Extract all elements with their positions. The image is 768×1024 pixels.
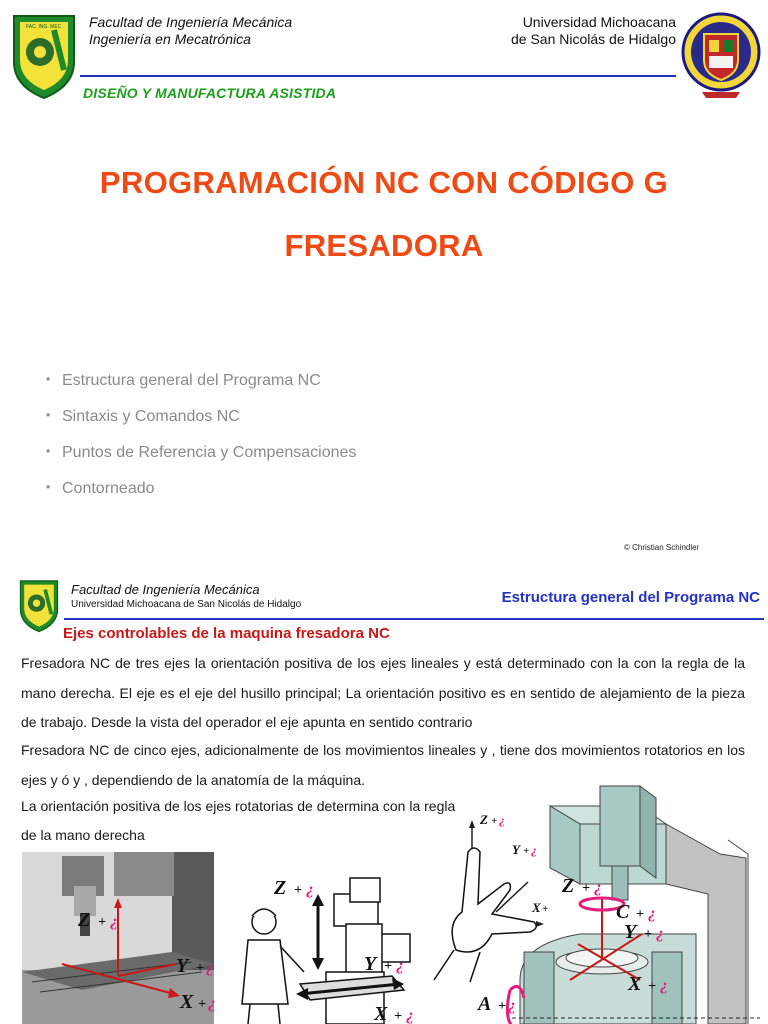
list-item (46, 398, 356, 434)
bullet-icon: • (46, 480, 51, 494)
five-axis-machine-diagram (478, 784, 766, 1024)
axis-marker: ¿ (531, 843, 537, 857)
axis-marker: ¿ (594, 879, 602, 896)
topic-list (46, 362, 356, 506)
axis-marker: ¿ (306, 881, 314, 898)
plus-label: + (394, 1009, 402, 1024)
topic-text: Sintaxis y Comandos NC (62, 408, 240, 425)
axis-marker: ¿ (660, 977, 668, 994)
milling-machine-image (22, 852, 214, 1024)
faculty-name: Facultad de Ingeniería Mecánica (71, 582, 260, 597)
copyright-notice: © Christian Schindler (624, 543, 700, 552)
faculty-name: Facultad de Ingeniería Mecánica (89, 14, 293, 30)
university-name: Universidad Michoacana (522, 14, 676, 30)
university-name-line2: de San Nicolás de Hidalgo (511, 31, 676, 47)
axis-marker: ¿ (656, 925, 664, 942)
axis-marker: ¿ (208, 995, 216, 1012)
paragraph-five-axis: Fresadora NC de cinco ejes, adicionalmente de los movimientos lineales y , tiene dos movimientos rotatorios en los ejes y ó y , dependiendo de la anatomía de la máquina. (21, 742, 745, 788)
plus-label: + (384, 959, 392, 974)
list-item (46, 434, 356, 470)
header-divider (64, 618, 764, 620)
y-axis-label: Y (364, 953, 377, 975)
faculty-logo (10, 10, 78, 100)
course-name: DISEÑO Y MANUFACTURA ASISTIDA (83, 85, 337, 101)
x-axis-label: X (374, 1003, 388, 1024)
university-name: Universidad Michoacana de San Nicolás de Hidalgo (71, 599, 302, 610)
slide-subtitle: FRESADORA (284, 228, 484, 263)
axis-marker: ¿ (648, 905, 656, 922)
paragraph-three-axis: Fresadora NC de tres ejes la orientación positiva de los ejes lineales y está determinado con la con la regla de la mano derecha. El eje es el eje del husillo principal; La orientación positivo es en sentido de alejamiento de la pieza de trabajo. Desde la vista del operador el eje apunta en sentido contrario (21, 655, 745, 730)
plus-label: + (196, 961, 204, 976)
y-axis-label: Y (512, 842, 520, 857)
axis-marker: ¿ (406, 1007, 414, 1024)
content-slide (0, 568, 768, 1024)
z-axis-label: Z (562, 875, 575, 897)
section-title: Ejes controlables de la maquina fresadora NC (63, 625, 390, 642)
list-item (46, 470, 356, 506)
plus-label: + (523, 845, 530, 857)
faculty-logo-small (18, 577, 60, 633)
plus-label: + (644, 927, 652, 942)
c-axis-label: C (616, 901, 630, 923)
axis-marker: ¿ (396, 957, 404, 974)
axis-marker: ¿ (110, 913, 118, 930)
bullet-icon: • (46, 372, 51, 386)
operator-figure-icon (242, 909, 304, 1024)
z-axis-label: Z (480, 812, 488, 827)
z-axis-label: Z (78, 909, 91, 931)
plus-label: + (491, 815, 498, 827)
plus-label: + (648, 979, 656, 994)
plus-label: + (98, 915, 106, 930)
y-axis-label: Y (176, 955, 189, 977)
slide-topic: Estructura general del Programa NC (501, 589, 760, 606)
plus-label: + (498, 999, 506, 1014)
bullet-icon: • (46, 444, 51, 458)
slide-title: PROGRAMACIÓN NC CON CÓDIGO G (99, 165, 669, 200)
plus-label: + (542, 903, 549, 915)
x-axis-label: X (180, 991, 194, 1013)
plus-label: + (636, 907, 644, 922)
header-right (511, 14, 676, 48)
x-axis-label: X (628, 973, 642, 995)
topic-text: Puntos de Referencia y Compensaciones (62, 444, 357, 461)
plus-label: + (294, 883, 302, 898)
axis-marker: ¿ (499, 813, 505, 827)
university-crest (680, 8, 762, 100)
x-axis-label: X (532, 900, 541, 915)
bullet-icon: • (46, 408, 51, 422)
plus-label: + (198, 997, 206, 1012)
paragraph-rotation-rule: La orientación positiva de los ejes rotatorias de determina con la regla de la mano derecha (21, 798, 456, 843)
axis-marker: ¿ (206, 959, 214, 976)
axis-marker: ¿ (508, 997, 516, 1014)
z-axis-label: Z (274, 877, 287, 899)
header-divider (80, 75, 676, 77)
program-name: Ingeniería en Mecatrónica (89, 31, 251, 47)
topic-text: Estructura general del Programa NC (62, 372, 321, 389)
svg-text:FAC. ING. MEC: FAC. ING. MEC (26, 24, 62, 30)
topic-text: Contorneado (62, 480, 155, 497)
y-axis-label: Y (624, 921, 637, 943)
header-left (89, 14, 292, 48)
plus-label: + (582, 881, 590, 896)
a-axis-label: A (478, 993, 492, 1015)
list-item (46, 362, 356, 398)
